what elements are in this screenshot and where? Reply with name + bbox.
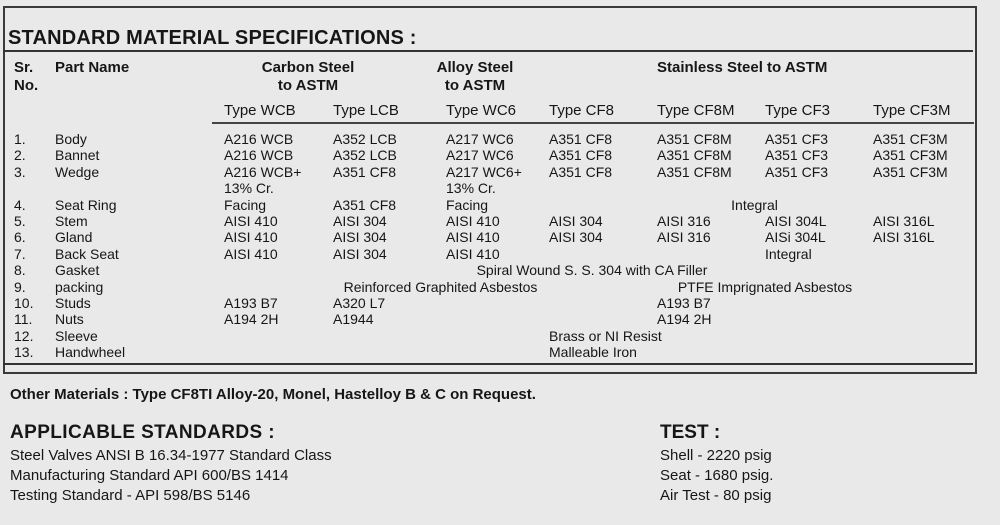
table-cell: A216 WCB — [224, 131, 294, 147]
table-row — [0, 164, 1000, 180]
part-name: Gland — [55, 229, 93, 246]
row-number: 10. — [14, 295, 34, 311]
table-row — [0, 262, 1000, 278]
page-title: STANDARD MATERIAL SPECIFICATIONS : — [8, 27, 417, 49]
type-header-cell: Type CF8 — [549, 102, 615, 119]
table-bottom-divider — [3, 363, 973, 365]
table-cell: AISI 410 — [446, 213, 500, 229]
table-row — [0, 279, 1000, 295]
table-cell: AISI 410 — [224, 213, 278, 229]
table-cell: AISI 316L — [873, 229, 935, 246]
type-header-cell: Type CF8M — [657, 102, 735, 119]
table-span-cell: PTFE Imprignated Asbestos — [677, 278, 853, 295]
table-row — [0, 197, 1000, 213]
row-number: 9. — [14, 278, 26, 295]
table-cell: A217 WC6 — [446, 147, 514, 164]
table-cell: Integral — [765, 245, 812, 262]
row-number: 1. — [14, 131, 26, 147]
table-row — [0, 147, 1000, 163]
table-cell: A352 LCB — [333, 131, 397, 147]
part-name: Nuts — [55, 311, 84, 328]
table-cell: AISI 304 — [333, 229, 387, 246]
applicable-standard-line: Testing Standard - API 598/BS 5146 — [10, 487, 251, 504]
part-name: Back Seat — [55, 245, 119, 262]
header-alloy-steel-astm: to ASTM — [444, 77, 506, 94]
table-cell: Malleable Iron — [549, 344, 637, 361]
type-header-cell: Type LCB — [333, 102, 399, 119]
test-line: Shell - 2220 psig — [660, 447, 772, 464]
row-number: 6. — [14, 229, 26, 246]
header-carbon-steel: Carbon Steel — [261, 59, 355, 76]
row-number: 8. — [14, 262, 26, 279]
part-name: Gasket — [55, 262, 100, 279]
row-number: 7. — [14, 245, 26, 262]
row-number: 13. — [14, 344, 34, 361]
header-no: No. — [14, 77, 39, 94]
row-number: 2. — [14, 147, 26, 164]
table-cell: AISI 316 — [657, 213, 711, 229]
part-name: Handwheel — [55, 344, 126, 361]
part-name: Wedge — [55, 163, 100, 180]
table-cell: Brass or NI Resist — [549, 327, 662, 344]
type-header-cell: Type CF3M — [873, 102, 951, 119]
table-row — [0, 131, 1000, 147]
table-cell: AISI 316L — [873, 213, 935, 229]
table-row — [0, 229, 1000, 245]
table-cell: A320 L7 — [333, 295, 386, 311]
part-name: Bannet — [55, 147, 100, 164]
header-part-name: Part Name — [55, 59, 130, 76]
header-stainless-steel: Stainless Steel to ASTM — [657, 59, 828, 76]
table-cell: A351 CF8 — [549, 131, 613, 147]
part-name: Seat Ring — [55, 196, 117, 213]
table-span-cell: Integral — [731, 196, 778, 213]
type-header-cell: Type CF3 — [765, 102, 831, 119]
table-cell: Facing — [224, 196, 267, 213]
row-number: 5. — [14, 213, 26, 229]
table-cell: A217 WC6 — [446, 131, 514, 147]
table-span-cell: Spiral Wound S. S. 304 with CA Filler — [476, 262, 708, 279]
table-row — [0, 295, 1000, 311]
applicable-standard-line: Manufacturing Standard API 600/BS 1414 — [10, 467, 289, 484]
table-cell: AISI 304 — [333, 245, 387, 262]
row-number: 4. — [14, 196, 26, 213]
part-name: Stem — [55, 213, 88, 229]
part-name: Studs — [55, 295, 91, 311]
table-cell: AISI 304 — [549, 213, 603, 229]
header-alloy-steel: Alloy Steel — [436, 59, 514, 76]
table-cell: AISi 304L — [765, 229, 826, 246]
test-line: Seat - 1680 psig. — [660, 467, 774, 484]
table-cell: A194 2H — [224, 311, 279, 328]
table-row — [0, 213, 1000, 229]
table-cell: 13% Cr. — [224, 180, 274, 197]
row-number: 12. — [14, 327, 34, 344]
table-cell: A351 CF3 — [765, 163, 829, 180]
table-cell: A194 2H — [657, 311, 712, 328]
row-number: 11. — [14, 311, 33, 328]
other-materials: Other Materials : Type CF8TI Alloy-20, Monel, Hastelloy B & C on Request. — [10, 386, 536, 403]
part-name: Body — [55, 131, 87, 147]
table-span-cell: Reinforced Graphited Asbestos — [343, 278, 538, 295]
table-cell: A352 LCB — [333, 147, 397, 164]
table-cell: A216 WCB+ — [224, 163, 302, 180]
type-header-cell: Type WCB — [224, 102, 296, 119]
test-line: Air Test - 80 psig — [660, 487, 772, 504]
table-cell: A1944 — [333, 311, 374, 328]
table-cell: A217 WC6+ — [446, 163, 522, 180]
table-cell: A351 CF8 — [549, 163, 613, 180]
table-cell: A351 CF3M — [873, 163, 948, 180]
table-cell: AISI 304 — [333, 213, 387, 229]
table-cell: 13% Cr. — [446, 180, 496, 197]
table-cell: Facing — [446, 196, 489, 213]
table-row — [0, 311, 1000, 327]
header-carbon-steel-astm: to ASTM — [277, 77, 339, 94]
test-title: TEST : — [660, 422, 721, 443]
applicable-standards-title: APPLICABLE STANDARDS : — [10, 422, 275, 443]
table-cell: A351 CF8M — [657, 163, 732, 180]
table-cell: AISI 410 — [446, 245, 500, 262]
table-cell: A193 B7 — [224, 295, 278, 311]
type-header-cell: Type WC6 — [446, 102, 517, 119]
part-name: Sleeve — [55, 327, 98, 344]
row-number: 3. — [14, 163, 26, 180]
table-row — [0, 344, 1000, 360]
table-cell: A351 CF8 — [549, 147, 613, 164]
table-cell: AISI 410 — [446, 229, 500, 246]
table-cell: A351 CF8M — [657, 131, 732, 147]
table-cell: A351 CF3M — [873, 131, 948, 147]
table-cell: AISI 304L — [765, 213, 827, 229]
type-divider — [212, 122, 974, 124]
table-row — [0, 328, 1000, 344]
table-cell: A193 B7 — [657, 295, 711, 311]
table-cell: AISI 304 — [549, 229, 603, 246]
table-cell: AISI 316 — [657, 229, 711, 246]
applicable-standard-line: Steel Valves ANSI B 16.34-1977 Standard Class — [10, 447, 332, 464]
part-name: packing — [55, 278, 104, 295]
table-cell: A351 CF8M — [657, 147, 732, 164]
header-sr: Sr. — [14, 59, 34, 76]
table-cell: A351 CF8 — [333, 163, 397, 180]
title-divider — [3, 50, 973, 52]
table-cell: A351 CF3 — [765, 147, 829, 164]
table-row — [0, 180, 1000, 196]
table-cell: AISI 410 — [224, 245, 278, 262]
table-cell: A351 CF8 — [333, 196, 397, 213]
table-cell: AISI 410 — [224, 229, 278, 246]
table-cell: A351 CF3M — [873, 147, 948, 164]
table-cell: A216 WCB — [224, 147, 294, 164]
table-row — [0, 246, 1000, 262]
table-cell: A351 CF3 — [765, 131, 829, 147]
